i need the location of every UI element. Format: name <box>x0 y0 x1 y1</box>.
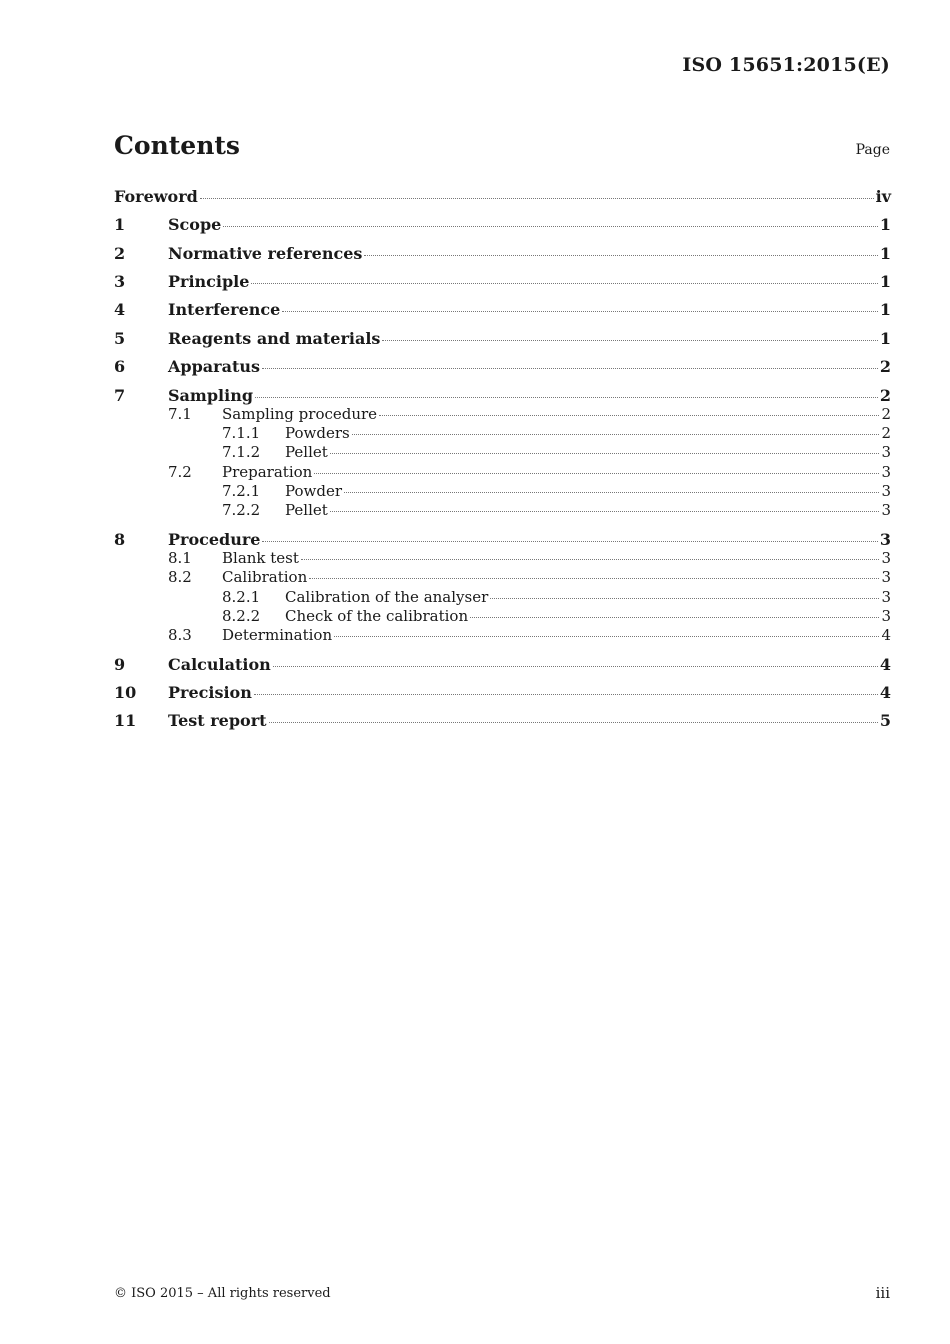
toc-entry[interactable] <box>114 463 891 481</box>
toc-entry-title: Procedure <box>168 530 261 549</box>
toc-entry[interactable] <box>114 443 891 461</box>
toc-entry-number: 7.2 <box>168 463 192 481</box>
dot-leader <box>273 666 878 667</box>
toc-entry-number: 8 <box>114 530 126 549</box>
dot-leader <box>344 492 879 493</box>
toc-entry-number: 11 <box>114 711 137 730</box>
dot-leader <box>364 255 877 256</box>
toc-entry-page: 2 <box>881 405 891 423</box>
toc-entry-number: 7.1.1 <box>222 424 261 442</box>
contents-title: Contents <box>114 131 241 160</box>
toc-entry-title: Check of the calibration <box>285 607 469 625</box>
toc-entry[interactable] <box>114 357 891 376</box>
toc-entry-page: iv <box>875 187 891 206</box>
toc-entry-page: 4 <box>879 655 891 674</box>
toc-entry-title: Pellet <box>285 501 328 519</box>
toc-entry-page: 2 <box>879 386 891 405</box>
toc-entry-number: 7.1 <box>168 405 192 423</box>
dot-leader <box>490 598 879 599</box>
toc-entry-page: 4 <box>881 626 891 644</box>
toc-entry-number: 2 <box>114 244 126 263</box>
toc-entry-page: 4 <box>879 683 891 702</box>
toc-entry-title: Preparation <box>222 463 313 481</box>
toc-entry[interactable] <box>114 549 891 567</box>
toc-entry[interactable] <box>114 588 891 606</box>
toc-entry-page: 3 <box>881 607 891 625</box>
toc-entry[interactable] <box>114 215 891 234</box>
dot-leader <box>379 415 879 416</box>
toc-entry-title: Sampling procedure <box>222 405 378 423</box>
toc-entry-title: Foreword <box>114 187 198 206</box>
toc-entry-page: 2 <box>879 357 891 376</box>
toc-entry[interactable] <box>114 626 891 644</box>
toc-entry[interactable] <box>114 607 891 625</box>
toc-entry[interactable] <box>114 329 891 348</box>
toc-entry-number: 10 <box>114 683 137 702</box>
toc-entry-page: 1 <box>879 272 891 291</box>
dot-leader <box>314 473 879 474</box>
toc-entry-page: 2 <box>881 424 891 442</box>
toc-entry-title: Determination <box>222 626 333 644</box>
toc-entry-title: Scope <box>168 215 222 234</box>
toc-entry[interactable] <box>114 683 891 702</box>
toc-entry-title: Interference <box>168 300 281 319</box>
toc-entry-title: Test report <box>168 711 267 730</box>
dot-leader <box>382 340 877 341</box>
toc-entry-page: 3 <box>881 568 891 586</box>
document-id: ISO 15651:2015(E) <box>682 54 890 76</box>
toc-entry-page: 3 <box>879 530 891 549</box>
dot-leader <box>223 226 878 227</box>
toc-entry[interactable] <box>114 244 891 263</box>
toc-entry[interactable] <box>114 655 891 674</box>
toc-entry-number: 8.2.2 <box>222 607 261 625</box>
toc-entry[interactable] <box>114 272 891 291</box>
toc-entry-page: 3 <box>881 443 891 461</box>
toc-entry-title: Calculation <box>168 655 271 674</box>
toc-entry-number: 8.3 <box>168 626 192 644</box>
toc-entry[interactable] <box>114 711 891 730</box>
toc-entry-number: 6 <box>114 357 126 376</box>
dot-leader <box>262 541 877 542</box>
dot-leader <box>251 283 877 284</box>
toc-entry-number: 9 <box>114 655 126 674</box>
dot-leader <box>309 578 879 579</box>
page-number: iii <box>875 1284 890 1302</box>
page-column-label: Page <box>855 142 890 158</box>
toc-entry-page: 3 <box>881 549 891 567</box>
toc-entry-title: Powder <box>285 482 343 500</box>
toc-entry-number: 4 <box>114 300 126 319</box>
toc-entry-page: 1 <box>879 215 891 234</box>
toc-entry[interactable] <box>114 300 891 319</box>
dot-leader <box>301 559 880 560</box>
toc-entry[interactable] <box>114 501 891 519</box>
toc-entry-number: 8.2.1 <box>222 588 261 606</box>
toc-entry-page: 3 <box>881 501 891 519</box>
toc-entry[interactable] <box>114 187 891 206</box>
toc-entry-page: 3 <box>881 482 891 500</box>
toc-entry-number: 7 <box>114 386 126 405</box>
dot-leader <box>330 511 880 512</box>
toc-entry-page: 3 <box>881 588 891 606</box>
toc-entry-title: Apparatus <box>168 357 260 376</box>
copyright-notice: © ISO 2015 – All rights reserved <box>114 1286 331 1301</box>
dot-leader <box>470 617 879 618</box>
toc-entry-page: 1 <box>879 300 891 319</box>
toc-entry-title: Pellet <box>285 443 328 461</box>
toc-entry-number: 8.1 <box>168 549 192 567</box>
toc-entry-number: 8.2 <box>168 568 192 586</box>
toc-entry-number: 7.1.2 <box>222 443 261 461</box>
toc-entry[interactable] <box>114 424 891 442</box>
toc-entry-number: 7.2.2 <box>222 501 261 519</box>
toc-entry-title: Powders <box>285 424 350 442</box>
dot-leader <box>255 397 878 398</box>
toc-entry-number: 1 <box>114 215 126 234</box>
toc-entry-page: 5 <box>879 711 891 730</box>
dot-leader <box>330 453 880 454</box>
toc-entry[interactable] <box>114 530 891 549</box>
toc-entry-title: Blank test <box>222 549 299 567</box>
dot-leader <box>262 368 878 369</box>
toc-entry-title: Calibration of the analyser <box>285 588 489 606</box>
toc-entry[interactable] <box>114 482 891 500</box>
toc-entry-title: Reagents and materials <box>168 329 381 348</box>
toc-entry-title: Precision <box>168 683 252 702</box>
toc-entry[interactable] <box>114 405 891 423</box>
toc-entry-page: 3 <box>881 463 891 481</box>
toc-entry-title: Principle <box>168 272 250 291</box>
toc-entry[interactable] <box>114 568 891 586</box>
toc-entry-title: Sampling <box>168 386 254 405</box>
dot-leader <box>254 694 878 695</box>
toc-entry-title: Normative references <box>168 244 363 263</box>
toc-entry-page: 1 <box>879 329 891 348</box>
dot-leader <box>334 636 879 637</box>
dot-leader <box>352 434 880 435</box>
dot-leader <box>200 198 874 199</box>
dot-leader <box>269 722 878 723</box>
toc-entry-title: Calibration <box>222 568 308 586</box>
toc-entry-number: 7.2.1 <box>222 482 261 500</box>
toc-entry-number: 3 <box>114 272 126 291</box>
dot-leader <box>282 311 878 312</box>
toc-entry-number: 5 <box>114 329 126 348</box>
toc-entry-page: 1 <box>879 244 891 263</box>
toc-entry[interactable] <box>114 386 891 405</box>
